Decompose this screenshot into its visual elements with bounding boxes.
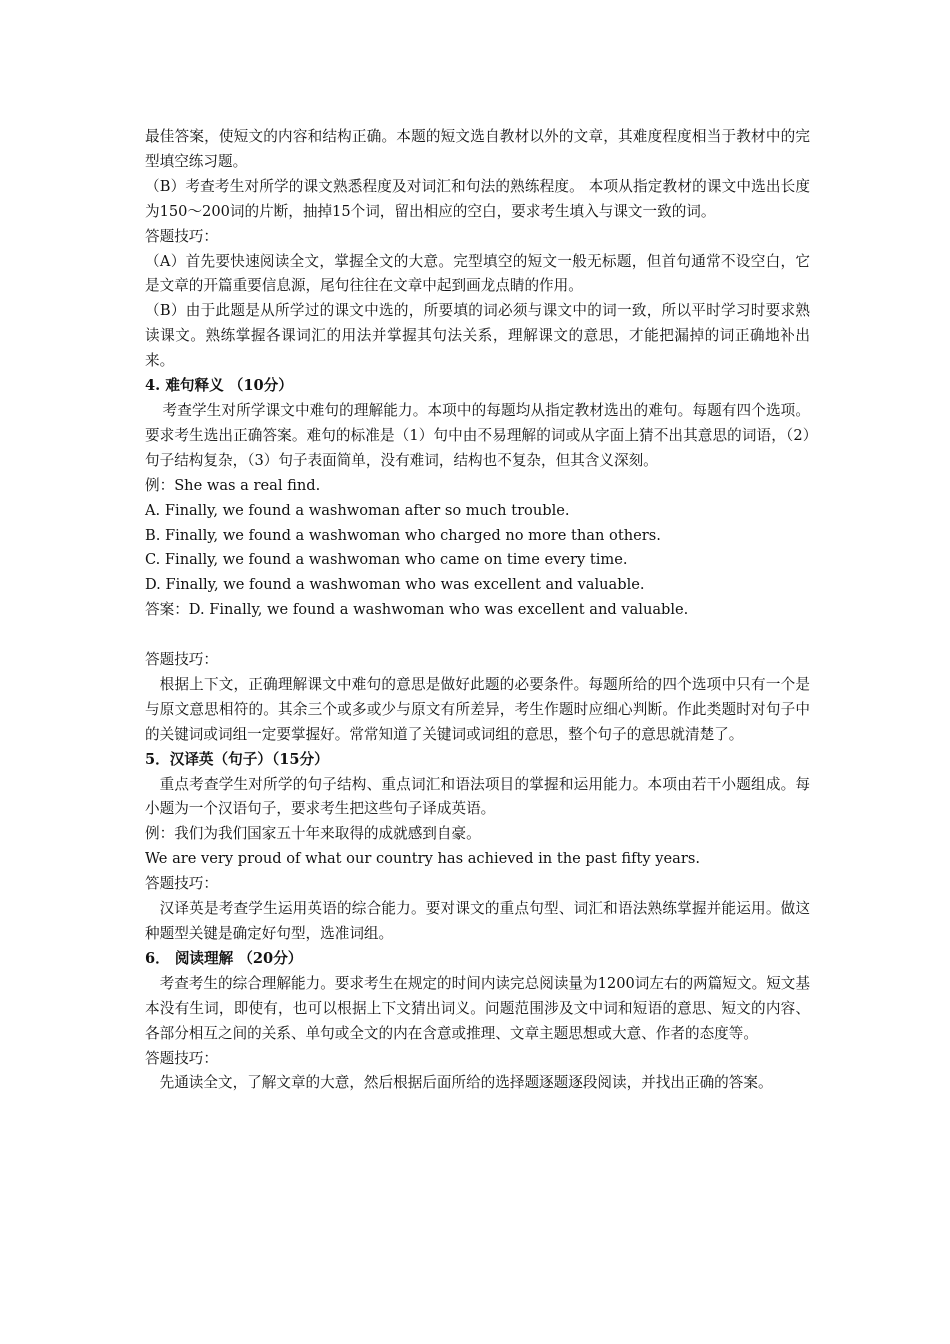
section-4-tips: 根据上下文，正确理解课文中难句的意思是做好此题的必要条件。每题所给的四个选项中只有一个是与原文意思相符的。其余三个或多或少与原文有所差异，考生作题时应细心判断。作此类题时对句子中的关键词或词组一定要掌握好。常常知道了关键词或词组的意思，整个句子的意思就清楚了。 [145,675,810,743]
option-d: D. Finally, we found a washwoman who was excellent and valuable. [145,576,645,594]
tip-b: （B）由于此题是从所学过的课文中选的，所要填的词必须与课文中的词一致，所以平时学习时要求熟读课文。熟练掌握各课词汇的用法并掌握其句法关系，理解课文的意思，才能把漏掉的词正确地补出来。 [145,302,810,370]
example-chinese: 例：我们为我们国家五十年来取得的成就感到自豪。 [145,825,481,843]
tips-label: 答题技巧： [145,1049,218,1067]
example-english: We are very proud of what our country has achieved in the past fifty years. [145,850,700,868]
section-heading-4: 4. 难句释义 （10分） [145,377,293,395]
option-a: A. Finally, we found a washwoman after so much trouble. [145,501,570,519]
document-page [145,125,810,1096]
tips-label: 答题技巧： [145,875,218,893]
section-6-tips: 先通读全文，了解文章的大意，然后根据后面所给的选择题逐题逐段阅读，并找出正确的答案。 [159,1074,773,1092]
tips-label: 答题技巧： [145,227,218,245]
section-heading-6: 6． 阅读理解 （20分） [145,949,303,967]
blank-line [145,623,810,648]
option-b: B. Finally, we found a washwoman who charged no more than others. [145,526,661,544]
tip-a: （A）首先要快速阅读全文，掌握全文的大意。完型填空的短文一般无标题，但首句通常不设空白，它是文章的开篇重要信息源，尾句往往在文章中起到画龙点睛的作用。 [145,252,810,295]
paragraph-cloze-a-end: 最佳答案，使短文的内容和结构正确。本题的短文选自教材以外的文章，其难度程度相当于教材中的完型填空练习题。 [145,128,810,170]
answer-line: 答案：D. Finally, we found a washwoman who was excellent and valuable. [145,601,689,619]
example-sentence: 例：She was a real find. [145,476,321,494]
section-5-description: 重点考查学生对所学的句子结构、重点词汇和语法项目的掌握和运用能力。本项由若干小题组成。每小题为一个汉语句子，要求考生把这些句子译成英语。 [145,775,810,818]
option-c: C. Finally, we found a washwoman who came on time every time. [145,551,628,569]
section-5-tips: 汉译英是考查学生运用英语的综合能力。要对课文的重点句型、词汇和语法熟练掌握并能运用。做这种题型关键是确定好句型，选准词组。 [145,900,810,942]
tips-label: 答题技巧： [145,651,218,669]
section-4-description: 考查学生对所学课文中难句的理解能力。本项中的每题均从指定教材选出的难句。每题有四个选项。要求考生选出正确答案。难句的标准是（1）句中由不易理解的词或从字面上猜不出其意思的词语，（2）句子结构复杂，（3）句子表面简单，没有难词，结构也不复杂，但其含义深刻。 [145,401,810,469]
paragraph-cloze-b: （B）考查考生对所学的课文熟悉程度及对词汇和句法的熟练程度。 本项从指定教材的课文中选出长度为150～200词的片断，抽掉15个词，留出相应的空白，要求考生填入与课文一致的词。 [145,177,810,220]
section-heading-5: 5．汉译英（句子）（15分） [145,750,329,768]
section-6-description: 考查考生的综合理解能力。要求考生在规定的时间内读完总阅读量为1200词左右的两篇短文。短文基本没有生词，即使有，也可以根据上下文猜出词义。问题范围涉及文中词和短语的意思、短文的内容、各部分相互之间的关系、单句或全文的内在含意或推理、文章主题思想或大意、作者的态度等。 [145,974,810,1042]
